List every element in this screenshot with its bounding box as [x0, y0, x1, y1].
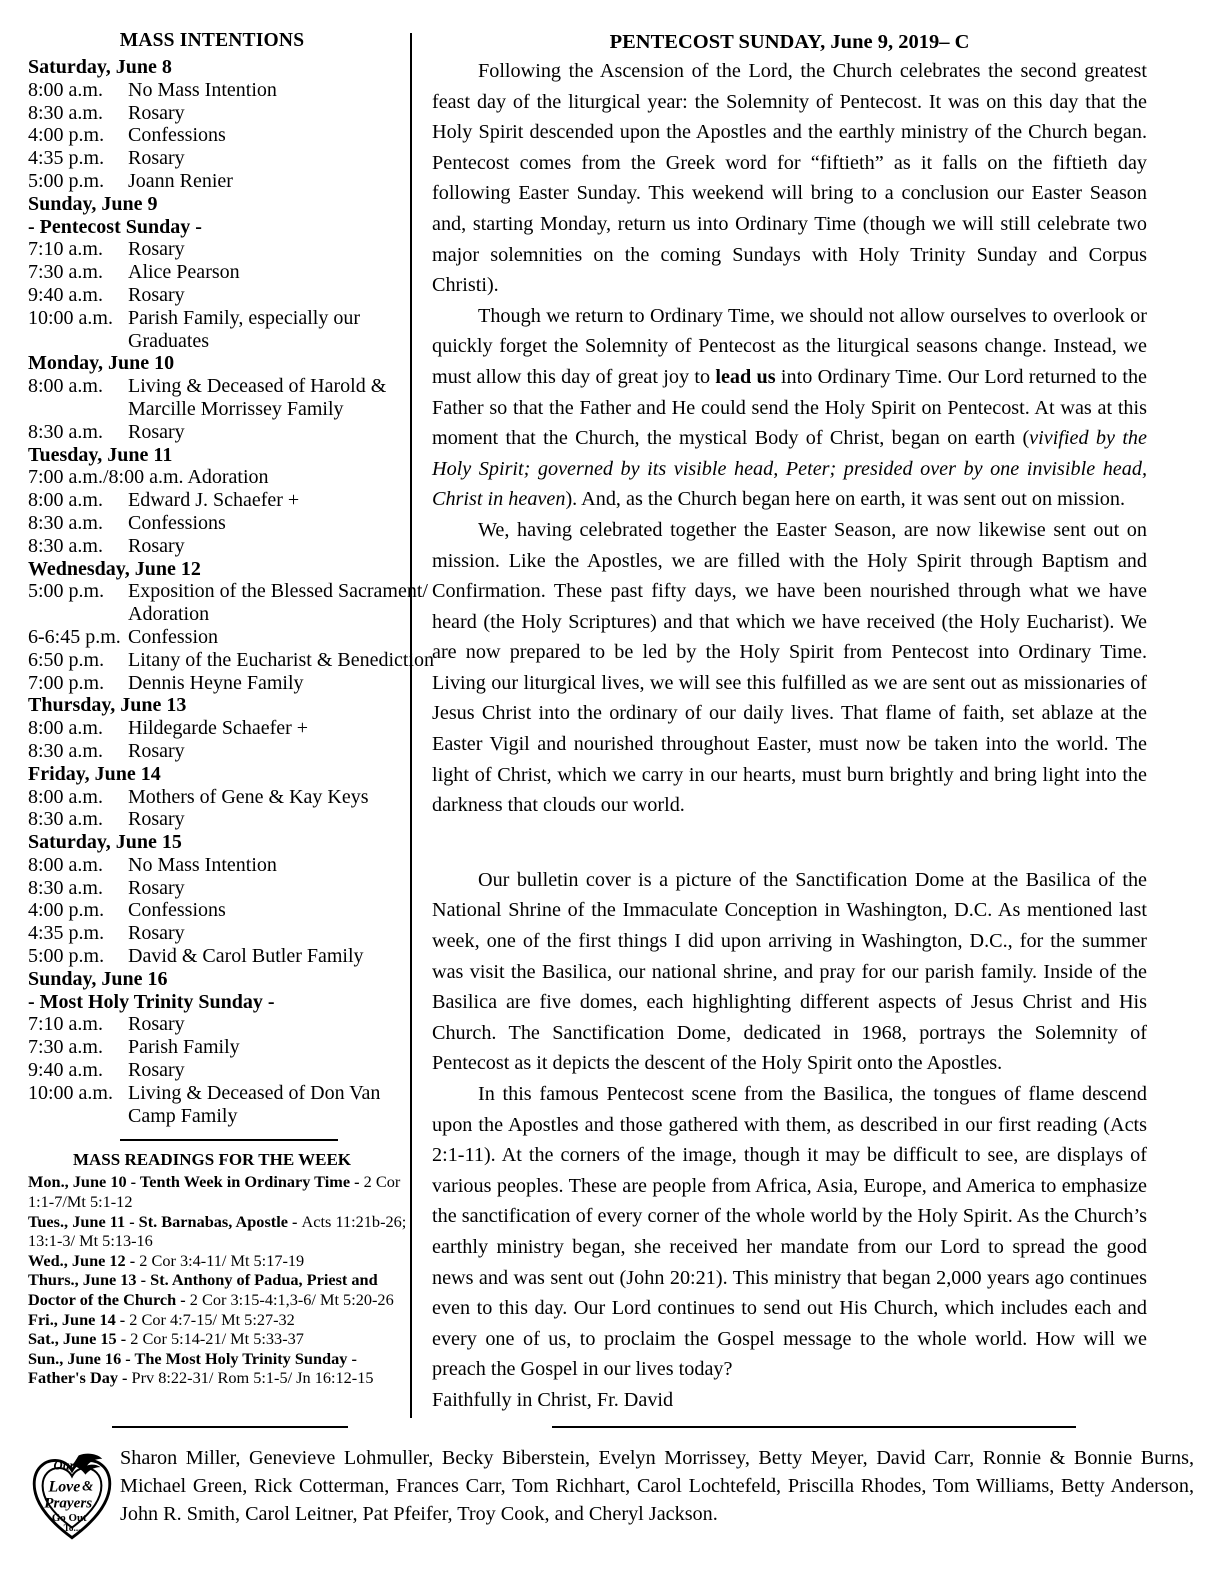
- mass-intention-text: Litany of the Eucharist & Benediction: [128, 648, 435, 671]
- mass-intention-text: Rosary: [128, 101, 185, 124]
- reading-citation: Prv 8:22-31/ Rom 5:1-5/ Jn 16:12-15: [131, 1368, 374, 1388]
- mass-intention-row: [28, 626, 410, 649]
- mass-intention-row: [28, 672, 410, 695]
- mass-time: 8:00 a.m.: [28, 78, 103, 101]
- mass-intentions-title: MASS INTENTIONS: [119, 30, 305, 51]
- reading-citation: 2 Cor 5:14-21/ Mt 5:33-37: [130, 1329, 304, 1349]
- mass-reading-item: [28, 1251, 410, 1271]
- svg-text:To...: To...: [63, 1522, 81, 1533]
- mass-intention-text: Rosary: [128, 283, 185, 306]
- signature-line: Faithfully in Christ, Fr. David: [432, 1388, 674, 1411]
- paragraph-3-text: We, having celebrated together the Easter Season, are now likewise sent out on mission. Like the Apostles, we are filled with the Holy Spirit through Baptism and Confirmation. These past fifty days, we have been nourished through what we have heard (the Holy Scriptures) and that which we have received (the Holy Eucharist). We are now prepared to be led by the Holy Spirit from Pentecost into Ordinary Time. Living our liturgical lives, we will see this fulfilled as we are sent out as missionaries of Jesus Christ into the ordinary of our daily lives. That flame of faith, set ablaze at the Easter Vigil and nourished throughout Easter, must now be taken into the world. The light of Christ, which we carry in our hearts, must burn brightly and bring light into the darkness that clouds our world.: [432, 518, 1147, 817]
- mass-intention-text: Rosary: [128, 147, 185, 170]
- mass-time: 8:30 a.m.: [28, 420, 103, 443]
- mass-time: 4:35 p.m.: [28, 922, 105, 945]
- paragraph-4: [432, 865, 1147, 1079]
- mass-intention-text: Rosary: [128, 1013, 185, 1036]
- mass-day-heading: Sunday, June 16: [28, 967, 168, 990]
- mass-time: 7:10 a.m.: [28, 1013, 103, 1036]
- mass-reading-item: [28, 1310, 410, 1330]
- mass-time: 8:00 a.m.: [28, 375, 103, 398]
- mass-intention-row: [28, 102, 410, 125]
- paragraph-spacer: [432, 821, 1147, 865]
- mass-intention-row: [28, 124, 410, 147]
- mass-intention-row: [28, 877, 410, 900]
- mass-intention-row: [28, 1082, 410, 1105]
- mass-intention-row: [28, 489, 410, 512]
- mass-intention-text: Mothers of Gene & Kay Keys: [128, 785, 369, 808]
- reading-citation: Acts 11:21b-26; 13:1-3/ Mt 5:13-16: [28, 1211, 407, 1251]
- mass-intention-text: Edward J. Schaefer +: [128, 489, 300, 512]
- mass-time: 8:30 a.m.: [28, 876, 103, 899]
- mass-intention-row: [28, 170, 410, 193]
- mass-intention-row: [28, 512, 410, 535]
- mass-time: 9:40 a.m.: [28, 283, 103, 306]
- mass-time: 8:00 a.m.: [28, 489, 103, 512]
- mass-intention-text: Parish Family: [128, 1036, 240, 1059]
- right-column: [412, 0, 1192, 1420]
- mass-intention-row: [28, 648, 435, 672]
- mass-intention-row: [28, 535, 410, 558]
- mass-readings-list: [28, 1172, 410, 1388]
- reading-label: Sat., June 15 -: [28, 1329, 131, 1349]
- paragraph-1-text: Following the Ascension of the Lord, the Church celebrates the second greatest feast day of the liturgical year: the Solemnity of Pentecost. It was on this day that the Holy Spirit descended upon the Apostles and the earthly ministry of the Church began. Pentecost comes from the Greek word for “fiftieth” as it falls on the fiftieth day following Easter Sunday. This weekend will bring to a conclusion our Easter Season and, starting Monday, return us into Ordinary Time (though we will still celebrate two major solemnities on the coming Sundays with Holy Trinity Sunday and Corpus Christi).: [432, 60, 1147, 297]
- mass-intention-text: Rosary: [128, 808, 185, 831]
- svg-text:Love: Love: [48, 1478, 81, 1496]
- mass-intention-text: Rosary: [128, 420, 185, 443]
- mass-time: 7:00 a.m./8:00 a.m.: [28, 466, 184, 489]
- mass-time: 10:00 a.m.: [28, 306, 113, 329]
- paragraph-2: [432, 301, 1147, 515]
- mass-time: 9:40 a.m.: [28, 1059, 103, 1082]
- mass-intention-row: [28, 717, 410, 740]
- mass-time: 5:00 p.m.: [28, 580, 105, 603]
- mass-intention-row: [28, 580, 428, 603]
- mass-intention-text: Exposition of the Blessed Sacrament/: [128, 580, 428, 603]
- mass-time: 6:50 p.m.: [28, 648, 105, 671]
- mass-time: 4:35 p.m.: [28, 147, 105, 170]
- mass-intention-text: Rosary: [128, 739, 185, 762]
- mass-intention-text: David & Carol Butler Family: [128, 945, 364, 968]
- reading-citation: 2 Cor 3:4-11/ Mt 5:17-19: [139, 1250, 305, 1270]
- section-divider-rule: [120, 1139, 338, 1141]
- mass-intention-text: No Mass Intention: [128, 853, 277, 876]
- mass-time: 5:00 p.m.: [28, 945, 105, 968]
- reading-citation: 2 Cor 1:1-7/Mt 5:1-12: [28, 1172, 401, 1212]
- mass-day-heading: Monday, June 10: [28, 352, 175, 375]
- mass-intention-continuation: Marcille Morrissey Family: [128, 397, 344, 420]
- mass-reading-item: [28, 1329, 410, 1349]
- mass-intention-text: Confessions: [128, 124, 226, 147]
- mass-intention-row: [28, 421, 410, 444]
- left-column: [0, 0, 435, 1420]
- mass-time: 8:00 a.m.: [28, 785, 103, 808]
- mass-intention-text: Rosary: [128, 922, 185, 945]
- mass-intention-text: Hildegarde Schaefer +: [128, 717, 309, 740]
- mass-time: 5:00 p.m.: [28, 169, 105, 192]
- mass-time: 8:30 a.m.: [28, 534, 103, 557]
- reading-label: Mon., June 10 - Tenth Week in Ordinary Time -: [28, 1172, 364, 1192]
- mass-time: 7:30 a.m.: [28, 261, 103, 284]
- mass-intention-row: [28, 284, 410, 307]
- page-title: PENTECOST SUNDAY, June 9, 2019– C: [609, 31, 970, 53]
- mass-day-heading: Wednesday, June 12: [28, 557, 201, 580]
- mass-intention-row: [28, 147, 410, 170]
- emphasis-lead-us: lead us: [715, 365, 776, 388]
- mass-reading-item: [28, 1349, 410, 1388]
- mass-intention-row: [28, 945, 410, 968]
- mass-day-heading: Saturday, June 15: [28, 831, 182, 854]
- paragraph-2-part-a: Though we return to Ordinary Time, we should not allow ourselves to overlook or quickly forget the Solemnity of Pentecost as the liturgical seasons change. Instead, we must allow this day of great joy to: [432, 304, 1147, 388]
- mass-reading-item: [28, 1270, 410, 1309]
- mass-reading-item: [28, 1212, 410, 1251]
- mass-time: 8:30 a.m.: [28, 511, 103, 534]
- reading-citation: 2 Cor 4:7-15/ Mt 5:27-32: [129, 1309, 295, 1329]
- mass-day-heading: Tuesday, June 11: [28, 443, 173, 466]
- mass-time: 8:00 a.m.: [28, 717, 103, 740]
- footer-row: [0, 1434, 1224, 1542]
- reading-label: Wed., June 12 -: [28, 1250, 140, 1270]
- mass-intention-text: Rosary: [128, 876, 185, 899]
- svg-text:&: &: [82, 1478, 94, 1495]
- mass-intention-row: [28, 854, 410, 877]
- mass-intention-text: Living & Deceased of Harold &: [128, 375, 387, 398]
- mass-intention-row: [28, 261, 410, 284]
- paragraph-2-part-b: into Ordinary Time. Our Lord returned to the Father so that the Father and He could send the Holy Spirit on Pentecost. At was at this moment that the Church, the mystical Body of Christ, began on earth (: [432, 365, 1147, 450]
- mass-intention-row: [28, 899, 410, 922]
- mass-day-heading: Thursday, June 13: [28, 694, 187, 717]
- mass-day-heading: Saturday, June 8: [28, 56, 172, 78]
- mass-intention-row: [28, 307, 410, 330]
- mass-intention-text: Confessions: [128, 511, 226, 534]
- mass-intention-text: Dennis Heyne Family: [128, 671, 304, 694]
- footer-rule-right: [552, 1426, 1076, 1428]
- mass-time: 8:30 a.m.: [28, 101, 103, 124]
- mass-time: 8:00 a.m.: [28, 853, 103, 876]
- mass-day-heading: Sunday, June 9: [28, 192, 158, 215]
- mass-intention-row: [28, 1036, 410, 1059]
- svg-text:Go Out: Go Out: [51, 1511, 87, 1524]
- mass-intention-text: Parish Family, especially our: [128, 306, 360, 329]
- mass-intention-row: [28, 466, 410, 489]
- mass-intention-text: Confessions: [128, 899, 226, 922]
- mass-intention-row: [28, 740, 410, 763]
- mass-intention-text: Rosary: [128, 534, 185, 557]
- prayer-list-names: Sharon Miller, Genevieve Lohmuller, Becky Biberstein, Evelyn Morrissey, Betty Meyer, David Carr, Ronnie & Bonnie Burns, Michael Green, Rick Cotterman, Frances Carr, Tom Richhart, Carol Lochtefeld, Priscilla Rhodes, Tom Williams, Betty Anderson, John R. Smith, Carol Leitner, Pat Pfeifer, Troy Cook, and Cheryl Jackson.: [120, 1447, 1194, 1525]
- svg-text:Prayers: Prayers: [44, 1495, 93, 1512]
- mass-intention-text: Rosary: [128, 238, 185, 261]
- mass-intention-row: [28, 1013, 410, 1036]
- mass-intention-row: [28, 79, 410, 102]
- mass-readings-title: MASS READINGS FOR THE WEEK: [72, 1150, 352, 1170]
- prayer-footer: [0, 1422, 1224, 1584]
- mass-time: 7:10 a.m.: [28, 238, 103, 261]
- svg-text:Our: Our: [53, 1458, 75, 1473]
- quotation-italic: vivified by the Holy Spirit; governed by its visible head, Peter; presided over by one invisible head, Christ in heaven: [432, 427, 1147, 511]
- mass-time: 4:00 p.m.: [28, 124, 105, 147]
- mass-time: 8:30 a.m.: [28, 808, 103, 831]
- mass-time: 8:30 a.m.: [28, 739, 103, 762]
- reading-label: Sun., June 16 - The Most Holy Trinity Sunday - Father's Day -: [28, 1348, 357, 1388]
- mass-intention-row: [28, 375, 410, 398]
- mass-time: 7:00 p.m.: [28, 671, 105, 694]
- footer-rule-left: [112, 1426, 348, 1428]
- mass-day-subheading: - Most Holy Trinity Sunday -: [28, 990, 275, 1013]
- mass-intention-text: Adoration: [183, 466, 269, 489]
- mass-intention-text: Alice Pearson: [128, 261, 240, 284]
- mass-intention-text: Joann Renier: [128, 169, 233, 192]
- reading-label: Fri., June 14 -: [28, 1309, 130, 1329]
- paragraph-3: [432, 515, 1147, 821]
- mass-time: 6-6:45 p.m.: [28, 625, 121, 648]
- mass-intention-text: Rosary: [128, 1059, 185, 1082]
- mass-intentions-list: [28, 56, 435, 1127]
- mass-intention-continuation: Adoration: [128, 603, 210, 626]
- paragraph-2-part-c: ). And, as the Church began here on earth, it was sent out on mission.: [565, 488, 1125, 511]
- reading-citation: 2 Cor 3:15-4:1,3-6/ Mt 5:20-26: [189, 1290, 394, 1310]
- mass-time: 4:00 p.m.: [28, 899, 105, 922]
- mass-reading-item: [28, 1172, 410, 1211]
- paragraph-1: [432, 56, 1147, 301]
- mass-day-heading: Friday, June 14: [28, 762, 161, 785]
- mass-intention-row: [28, 238, 410, 261]
- mass-intention-continuation: Camp Family: [128, 1104, 238, 1127]
- mass-intention-text: Living & Deceased of Don Van: [128, 1081, 381, 1104]
- mass-intention-text: Confession: [128, 625, 218, 648]
- mass-intention-text: No Mass Intention: [128, 78, 277, 101]
- mass-intention-row: [28, 786, 410, 809]
- reading-label: Thurs., June 13 - St. Anthony of Padua, Priest and Doctor of the Church -: [28, 1270, 378, 1310]
- mass-time: 7:30 a.m.: [28, 1036, 103, 1059]
- mass-day-subheading: - Pentecost Sunday -: [28, 215, 202, 238]
- paragraph-5: [432, 1079, 1147, 1385]
- footer-rules: [0, 1422, 1224, 1434]
- mass-intention-row: [28, 1059, 410, 1082]
- mass-intention-row: [28, 922, 410, 945]
- paragraph-4-text: Our bulletin cover is a picture of the Sanctification Dome at the Basilica of the National Shrine of the Immaculate Conception in Washington, D.C. As mentioned last week, one of the first things I did upon arriving in Washington, D.C., for the summer was visit the Basilica, our national shrine, and pray for our parish family. Inside of the Basilica are five domes, each highlighting different aspects of Jesus Christ and His Church. The Sanctification Dome, dedicated in 1968, portrays the Solemnity of Pentecost as it depicts the descent of the Holy Spirit onto the Apostles.: [432, 868, 1147, 1075]
- mass-intention-row: [28, 808, 410, 831]
- paragraph-5-text: In this famous Pentecost scene from the Basilica, the tongues of flame descend upon the Apostles and those gathered with them, as described in our first reading (Acts 2:1-11). At the corners of the image, though it may be difficult to see, are displays of various peoples. These are people from Africa, Asia, Europe, and America to emphasize the sanctification of every corner of the whole world by the Holy Spirit. As the Church’s earthly ministry began, she received her mandate from our Lord to spread the good news and was sent out (John 20:21). This ministry that began 2,000 years ago continues even to this day. Our Lord continues to send out His Church, which includes each and every one of us, to proclaim the Gospel message to the whole world. How will we preach the Gospel in our lives today?: [432, 1083, 1147, 1381]
- mass-time: 10:00 a.m.: [28, 1081, 113, 1104]
- mass-intention-continuation: Graduates: [128, 329, 210, 352]
- love-and-prayers-heart-dove-logo: [30, 1446, 114, 1542]
- reading-label: Tues., June 11 - St. Barnabas, Apostle -: [28, 1211, 302, 1231]
